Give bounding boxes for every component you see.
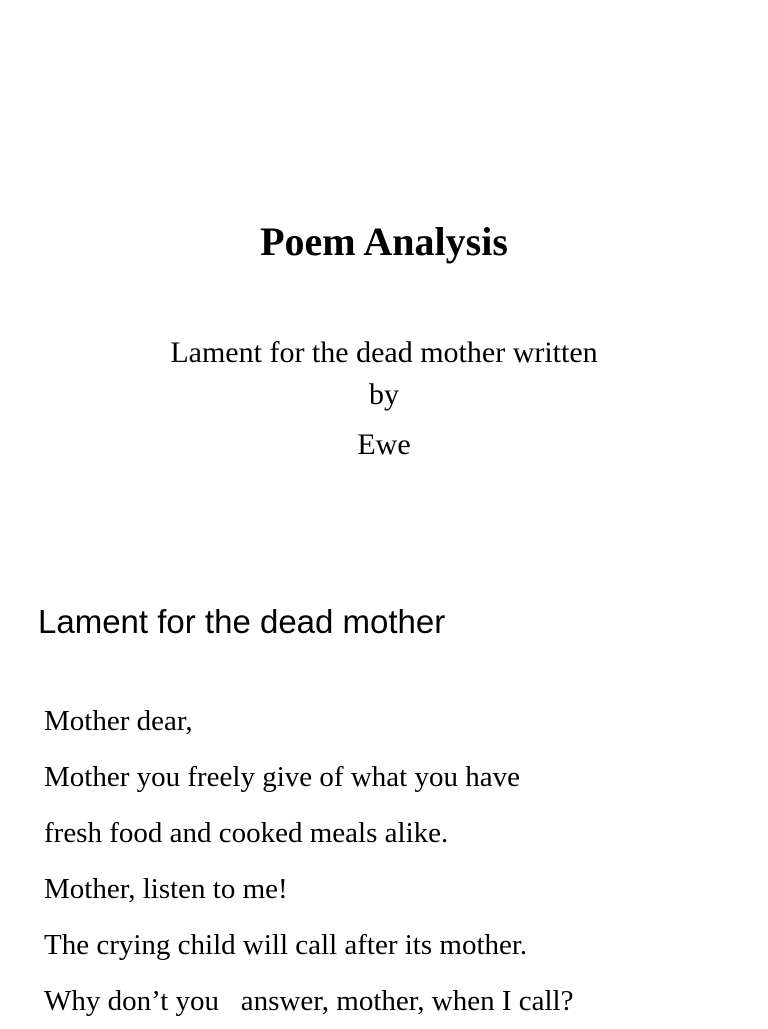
page-title: Poem Analysis [260,219,508,264]
poem-line: fresh food and cooked meals alike. [44,817,449,849]
poem-line: Mother, listen to me! [44,873,288,905]
poem-slide [0,560,768,1024]
poem-line: Why don’t you answer, mother, when I call? [44,985,574,1017]
subtitle-line-by: by [369,378,399,411]
poem-heading: Lament for the dead mother [38,603,446,640]
subtitle-line-poem-name: Lament for the dead mother written [170,336,598,369]
poem-line: Mother you freely give of what you have [44,761,520,793]
subtitle-line-author: Ewe [357,428,411,461]
poem-line: The crying child will call after its mother. [44,929,528,961]
subtitle [0,333,768,469]
poem-lines [44,693,573,1029]
poem-line: Mother dear, [44,705,193,737]
